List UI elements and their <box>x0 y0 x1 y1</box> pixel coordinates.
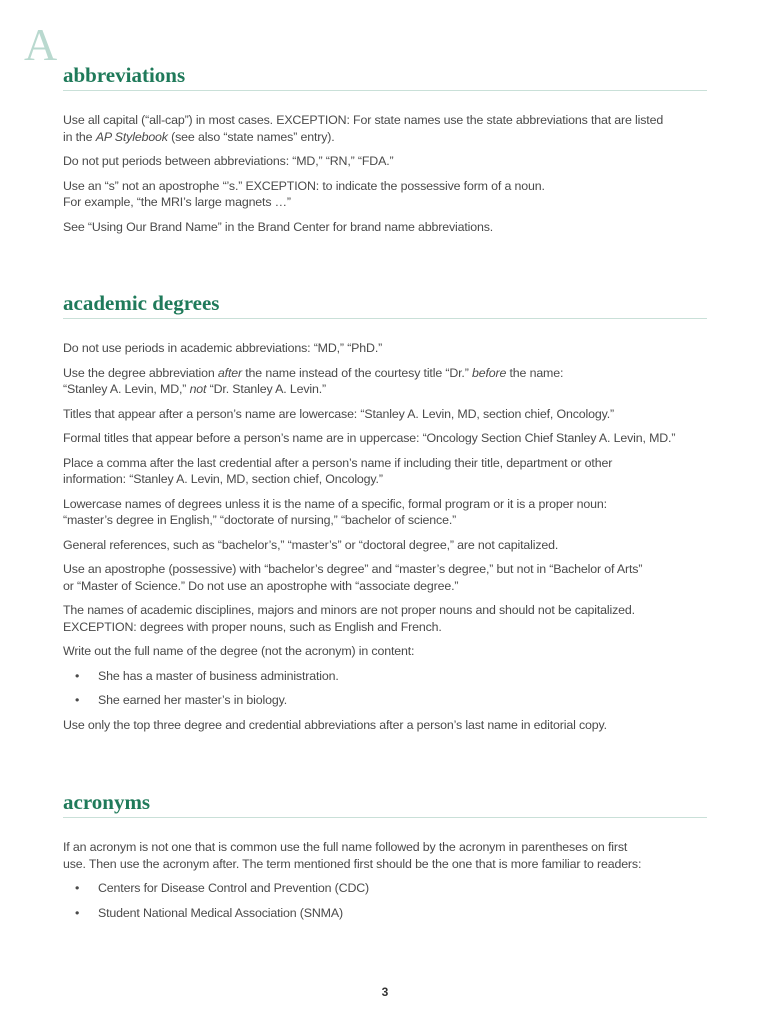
text-line: Use an apostrophe (possessive) with “bachelor’s degree” and “master’s degree,” but not in “Bachelor of Arts” <box>63 562 643 576</box>
heading-academic-degrees: academic degrees <box>63 290 707 319</box>
text-line: use. Then use the acronym after. The term mentioned first should be the one that is more familiar to readers: <box>63 856 642 871</box>
text-line: Use an “s” not an apostrophe “’s.” EXCEPTION: to indicate the possessive form of a noun. <box>63 178 545 193</box>
emphasis: not <box>189 382 207 396</box>
list-item: • Centers for Disease Control and Prevention (CDC) <box>63 880 707 897</box>
paragraph <box>63 365 707 398</box>
section-body <box>63 340 707 733</box>
list-item: • She has a master of business administration. <box>63 668 707 685</box>
paragraph <box>63 219 707 236</box>
text-line: Formal titles that appear before a person’s name are in uppercase: “Oncology Section Chief Stanley A. Levin, MD.” <box>63 431 676 445</box>
page-number: 3 <box>381 985 389 999</box>
emphasis: before <box>471 365 507 380</box>
paragraph <box>63 340 707 357</box>
text-line: Write out the full name of the degree (not the acronym) in content: <box>63 644 415 658</box>
paragraph <box>63 602 707 635</box>
text-line: Titles that appear after a person’s name are lowercase: “Stanley A. Levin, MD, section chief, Oncology.” <box>63 406 614 421</box>
text-line: The names of academic disciplines, majors and minors are not proper nouns and should not be capitalized. <box>63 603 635 617</box>
section-body <box>63 839 707 921</box>
paragraph <box>63 839 707 872</box>
paragraph <box>63 537 707 554</box>
section-acronyms <box>63 789 707 929</box>
paragraph <box>63 112 707 145</box>
section-abbreviations <box>63 62 707 243</box>
text-line: information: “Stanley A. Levin, MD, section chief, Oncology.” <box>63 472 383 486</box>
text-line: “Stanley A. Levin, MD,” not “Dr. Stanley A. Levin.” <box>63 382 327 396</box>
paragraph <box>63 561 707 594</box>
bullet-list <box>63 668 707 709</box>
paragraph <box>63 430 707 447</box>
text-line: Use only the top three degree and credential abbreviations after a person’s last name in editorial copy. <box>63 717 607 732</box>
publication-title: AP Stylebook <box>95 129 168 144</box>
text-line: Use the degree abbreviation after the name instead of the courtesy title “Dr.” before the name: <box>63 365 564 380</box>
paragraph <box>63 496 707 529</box>
text-line: Place a comma after the last credential after a person’s name if including their title, department or other <box>63 455 613 470</box>
text-line: If an acronym is not one that is common use the full name followed by the acronym in parentheses on first <box>63 840 628 854</box>
section-academic-degrees <box>63 290 707 741</box>
list-item: • Student National Medical Association (SNMA) <box>63 905 707 922</box>
heading-acronyms: acronyms <box>63 789 707 818</box>
text-line: General references, such as “bachelor’s,” “master’s” or “doctoral degree,” are not capitalized. <box>63 537 559 552</box>
paragraph <box>63 406 707 423</box>
paragraph <box>63 717 707 734</box>
list-item: • She earned her master’s in biology. <box>63 692 707 709</box>
text-line: or “Master of Science.” Do not use an apostrophe with “associate degree.” <box>63 578 459 593</box>
text-line: Lowercase names of degrees unless it is the name of a specific, formal program or it is a proper noun: <box>63 496 607 511</box>
section-body <box>63 112 707 235</box>
text-line: Do not put periods between abbreviations: “MD,” “RN,” “FDA.” <box>63 154 394 168</box>
paragraph <box>63 178 707 211</box>
text-line: “master’s degree in English,” “doctorate of nursing,” “bachelor of science.” <box>63 513 457 527</box>
text-line: For example, “the MRI’s large magnets …” <box>63 195 291 209</box>
text-line: See “Using Our Brand Name” in the Brand Center for brand name abbreviations. <box>63 219 494 234</box>
bullet-list <box>63 880 707 921</box>
heading-abbreviations: abbreviations <box>63 62 707 91</box>
emphasis: after <box>217 365 242 380</box>
paragraph <box>63 153 707 170</box>
text-line: in the AP Stylebook (see also “state names” entry). <box>63 129 335 144</box>
text-line: EXCEPTION: degrees with proper nouns, such as English and French. <box>63 619 442 634</box>
paragraph <box>63 455 707 488</box>
text-line: Use all capital (“all-cap”) in most cases. EXCEPTION: For state names use the state abbreviations that are listed <box>63 113 664 127</box>
paragraph <box>63 643 707 660</box>
section-letter: A <box>24 19 58 70</box>
text-line: Do not use periods in academic abbreviations: “MD,” “PhD.” <box>63 341 383 355</box>
